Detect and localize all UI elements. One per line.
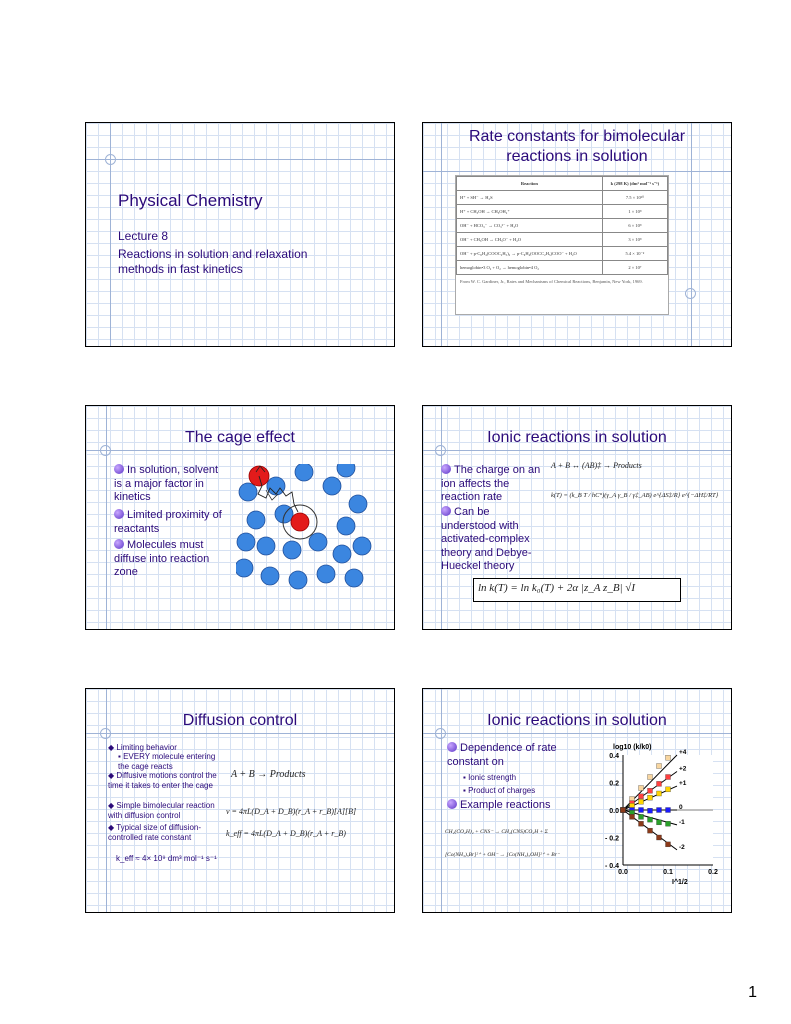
sub-bullet: ▪ EVERY molecule entering the cage reacts (118, 752, 216, 771)
data-point (639, 786, 644, 791)
slide5-title: Diffusion control (182, 712, 298, 729)
data-point (657, 764, 662, 769)
slide-ionic-reactions-2 (422, 688, 732, 913)
lecture-label: Lecture 8 (118, 229, 169, 243)
bullet: ◆ Diffusive motions control the time it takes to enter the cage (108, 771, 217, 790)
example-reaction-2: [Co(NH₃)₅Br]²⁺ + OH⁻ → [Co(NH₃)₅OH]²⁺ + Br⁻ (445, 852, 560, 858)
x-tick-label: 0.2 (708, 869, 718, 876)
data-point (648, 775, 653, 780)
x-tick-label: 0.1 (663, 869, 673, 876)
slide-diffusion-control (85, 688, 395, 913)
table-row (457, 247, 668, 261)
slide6-title: Ionic reactions in solution (487, 712, 667, 729)
rate-cell: 7.5 × 10¹⁰ (602, 191, 667, 205)
reaction-cell: H⁺ + CH₃OH → CH₃OH₂⁺ (457, 205, 603, 219)
slide-title (85, 122, 395, 347)
data-point (639, 821, 644, 826)
rate-cell: 2 × 10⁷ (602, 261, 667, 275)
y-tick-label: 0.4 (609, 753, 619, 760)
diffusion-rate-equation: v = 4πL(D_A + D_B)(r_A + r_B)[A][B] (226, 807, 357, 816)
table-row (457, 205, 668, 219)
rate-cell: 1 × 10⁹ (602, 205, 667, 219)
data-point (657, 781, 662, 786)
rate-cell: 3 × 10⁹ (602, 233, 667, 247)
series-label: +4 (679, 749, 687, 756)
data-point (666, 787, 671, 792)
series-label: +2 (679, 765, 687, 773)
diffusion-reaction: A + B → Products (231, 769, 306, 780)
bullet-icon (447, 742, 457, 752)
y-tick-label: 0.2 (609, 780, 619, 788)
data-point (666, 842, 671, 847)
rate-cell: 6 × 10⁹ (602, 219, 667, 233)
cage-illustration (236, 464, 376, 594)
reaction-cell: hemoglobin•3 O₂ + O₂ → hemoglobin•4 O₂ (457, 261, 603, 275)
data-point (657, 791, 662, 796)
example-reaction-1: CH₂(CO₂H)₂ + CNS⁻ → CH₂(CNS)CO₂H + Σ (445, 829, 548, 835)
bullet: Limited proximity of reactants (114, 509, 222, 535)
x-axis-label: I^1/2 (672, 879, 688, 886)
reaction-cell: H⁺ + SH⁻ → H₂S (457, 191, 603, 205)
slide4-title: Ionic reactions in solution (487, 429, 667, 446)
x-tick-label: 0.0 (618, 869, 628, 876)
data-point (648, 808, 653, 813)
bullet: Molecules must diffuse into reaction zone (114, 539, 210, 578)
data-point (666, 775, 671, 780)
data-point (648, 828, 653, 833)
data-point (657, 835, 662, 840)
bullet: ◆ Simple bimolecular reaction with diffusion control (108, 801, 215, 820)
data-point (657, 808, 662, 813)
y-tick-label: 0.0 (609, 808, 619, 815)
sub-bullet: ▪ Ionic strength (463, 773, 517, 782)
slide3-title: The cage effect (185, 429, 295, 446)
data-point (648, 795, 653, 800)
series-label: 0 (679, 804, 683, 811)
reaction-cell: OH⁻ + HCO₃⁻ → CO₃²⁻ + H₂O (457, 219, 603, 233)
bullet: ◆ Typical size of diffusion-controlled rate constant (108, 823, 202, 842)
y-tick-label: - 0.4 (604, 863, 619, 870)
slide1-subtitle: Reactions in solution and relaxation methods in fast kinetics (118, 247, 308, 276)
bullet: Dependence of rate constant on (447, 742, 557, 768)
sub-bullet: ▪ Product of charges (463, 786, 536, 795)
table-row (457, 261, 668, 275)
data-point (666, 808, 671, 813)
bullet-icon (114, 464, 124, 474)
bullet-icon (441, 464, 451, 474)
table-row (457, 191, 668, 205)
y-tick-label: - 0.2 (604, 835, 619, 843)
page-number: 1 (748, 984, 757, 1001)
data-point (639, 808, 644, 813)
data-point (648, 788, 653, 793)
table-row (457, 233, 668, 247)
slide1-title: Physical Chemistry (118, 191, 263, 210)
data-point (648, 817, 653, 822)
rate-header: k (298 K) (dm³ mol⁻¹ s⁻¹) (602, 177, 667, 191)
bullet: ◆ Limiting behavior (108, 743, 177, 752)
table-row (457, 219, 668, 233)
bullet-icon (441, 506, 451, 516)
data-point (630, 814, 635, 819)
data-point (639, 794, 644, 799)
bullet: The charge on an ion affects the reaction rate (441, 464, 541, 503)
bullet-icon (114, 509, 124, 519)
reaction-header: Reaction (457, 177, 603, 191)
rate-equation: k(T) = (k_B T / hC°)(γ_A γ_B / γ‡_AB) e^{ΔS‡/R} e^{−ΔH‡/RT} (551, 492, 719, 499)
slide2-title: Rate constants for bimolecular reactions in solution (468, 128, 686, 165)
bullet: Can be understood with activated-complex theory and Debye-Hueckel theory (441, 506, 532, 572)
rate-cell: 5.4 × 10⁻² (602, 247, 667, 261)
slide-cage-effect (85, 405, 395, 630)
debye-equation-box (473, 578, 681, 602)
ionic-strength-chart (585, 733, 725, 889)
data-point (621, 808, 626, 813)
bullet: In solution, solvent is a major factor in kinetics (114, 464, 219, 503)
data-point (666, 821, 671, 826)
data-point (639, 799, 644, 804)
data-point (666, 755, 671, 760)
table-source: From W. C. Gardiner, Jr., Rates and Mechanisms of Chemical Reactions, Benjamin, New York, 1969. (460, 279, 643, 284)
equilibrium-equation: A + B ↔ (AB)‡ → Products (551, 461, 642, 470)
bullet: Example reactions (447, 799, 551, 813)
slide-rate-constants (422, 122, 732, 347)
data-point (657, 820, 662, 825)
bullet-icon (114, 539, 124, 549)
series-label: +1 (679, 780, 687, 788)
keff-equation: k_eff = 4πL(D_A + D_B)(r_A + r_B) (226, 829, 346, 838)
slide-ionic-reactions-1 (422, 405, 732, 630)
bullet-icon (447, 799, 457, 809)
debye-equation: ln k(T) = ln k₀(T) + 2α |z_A z_B| √I (478, 582, 636, 594)
series-label: -1 (679, 818, 685, 826)
data-point (639, 814, 644, 819)
keff-value: k_eff ≈ 4× 10⁹ dm³ mol⁻¹ s⁻¹ (116, 854, 217, 863)
reaction-cell: OH⁻ + CH₃OH → CH₃O⁻ + H₂O (457, 233, 603, 247)
chart-title: log10 (k/k0) (613, 744, 652, 751)
reaction-cell: OH⁻ + p-C₆H₄(COOC₂H₅)₂ → p-C₆H₄(OOCC₂H₅)COO⁻ + H₂O (457, 247, 603, 261)
reaction-table (456, 176, 668, 275)
series-label: -2 (679, 843, 685, 851)
